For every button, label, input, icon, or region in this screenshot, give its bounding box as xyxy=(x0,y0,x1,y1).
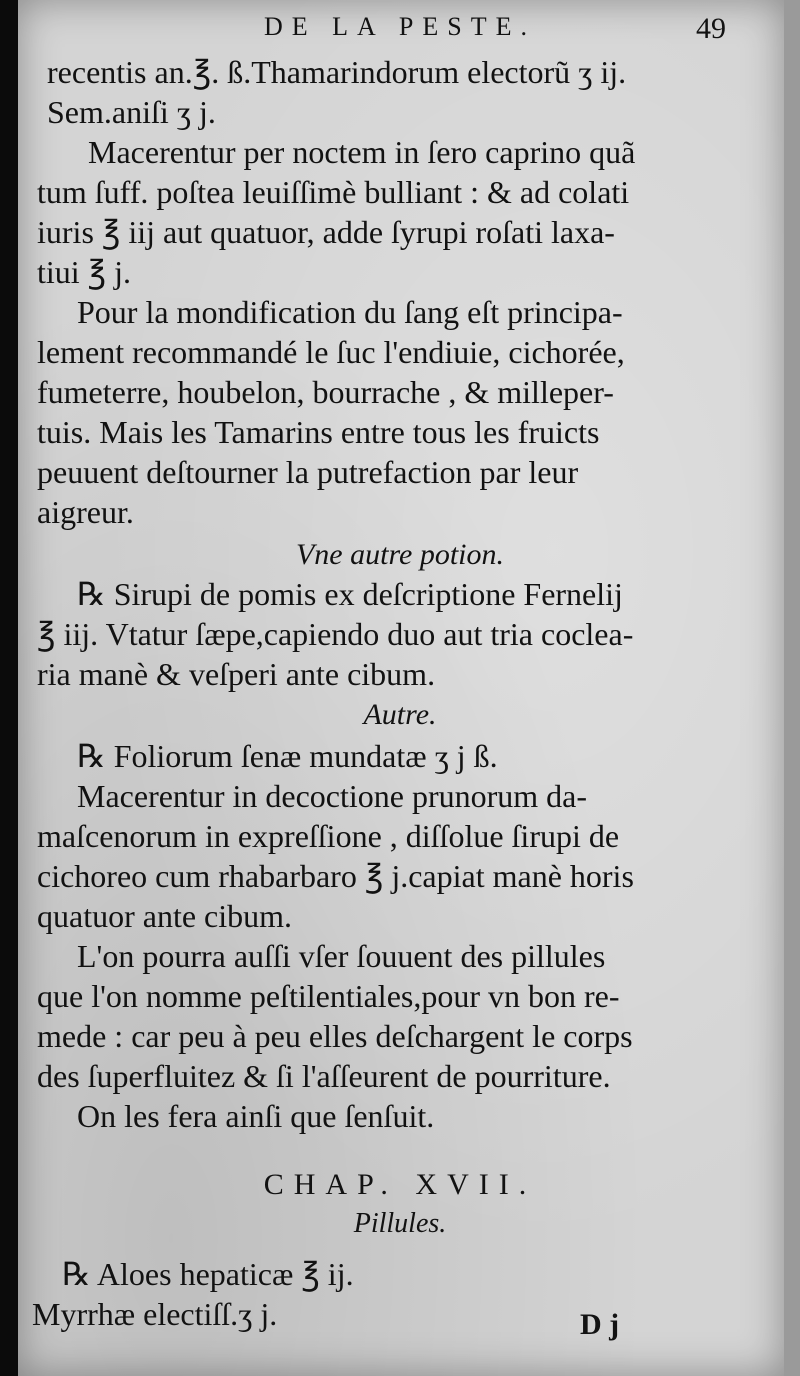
running-title: DE LA PESTE. xyxy=(264,12,536,41)
text-line: ℞ Sirupi de pomis ex deſcriptione Fernelij xyxy=(77,576,623,612)
text-line: que l'on nomme peſtilentiales,pour vn bon re- xyxy=(37,978,620,1014)
text-line: quatuor ante cibum. xyxy=(37,898,293,934)
text-line: Pour la mondification du ſang eſt principa- xyxy=(77,294,623,330)
text-line: ria manè & veſperi ante cibum. xyxy=(37,656,436,692)
text-line: maſcenorum in expreſſione , diſſolue ſirupi de xyxy=(37,818,620,854)
text-line: cichoreo cum rhabarbaro ℥ j.capiat manè horis xyxy=(37,858,634,894)
text-line: Myrrhæ electiſſ.ʒ j. xyxy=(32,1296,278,1332)
text-line: aigreur. xyxy=(37,494,134,530)
chapter-heading: CHAP. XVII. xyxy=(263,1168,537,1201)
text-line: tuis. Mais les Tamarins entre tous les fruicts xyxy=(37,414,600,450)
text-line: lement recommandé le ſuc l'endiuie, cichorée, xyxy=(37,334,625,370)
text-line: On les fera ainſi que ſenſuit. xyxy=(77,1098,435,1134)
section-heading: Vne autre potion. xyxy=(295,538,505,571)
text-line: tiui ℥ j. xyxy=(37,254,132,290)
section-heading: Autre. xyxy=(363,698,437,731)
text-line: Sem.aniſi ʒ j. xyxy=(47,94,216,130)
text-line: ℞ Foliorum ſenæ mundatæ ʒ j ß. xyxy=(77,738,498,774)
chapter-subtitle: Pillules. xyxy=(353,1208,447,1239)
text-line: des ſuperfluitez & ſi l'aſſeurent de pourriture. xyxy=(37,1058,611,1094)
text-line: fumeterre, houbelon, bourrache , & milleper- xyxy=(37,374,614,410)
text-line: ℞ Aloes hepaticæ ℥ ij. xyxy=(62,1256,354,1292)
signature-mark: D j xyxy=(580,1308,620,1341)
text-line: iuris ℥ iij aut quatuor, adde ſyrupi roſati laxa- xyxy=(37,214,615,250)
page-number: 49 xyxy=(696,12,726,45)
text-line: mede : car peu à peu elles deſchargent le corps xyxy=(37,1018,633,1054)
text-line: tum ſuff. poſtea leuiſſimè bulliant : & ad colati xyxy=(37,174,630,210)
text-line: L'on pourra auſſi vſer ſouuent des pillules xyxy=(77,938,606,974)
text-line: Macerentur in decoctione prunorum da- xyxy=(77,778,588,814)
text-line: recentis an.℥. ß.Thamarindorum electorũ ʒ ij. xyxy=(47,54,627,90)
text-line: peuuent deſtourner la putrefaction par leur xyxy=(37,454,579,490)
text-line: ℥ iij. Vtatur ſæpe,capiendo duo aut tria coclea- xyxy=(37,616,634,652)
text-line: Macerentur per noctem in ſero caprino quã xyxy=(88,134,636,170)
